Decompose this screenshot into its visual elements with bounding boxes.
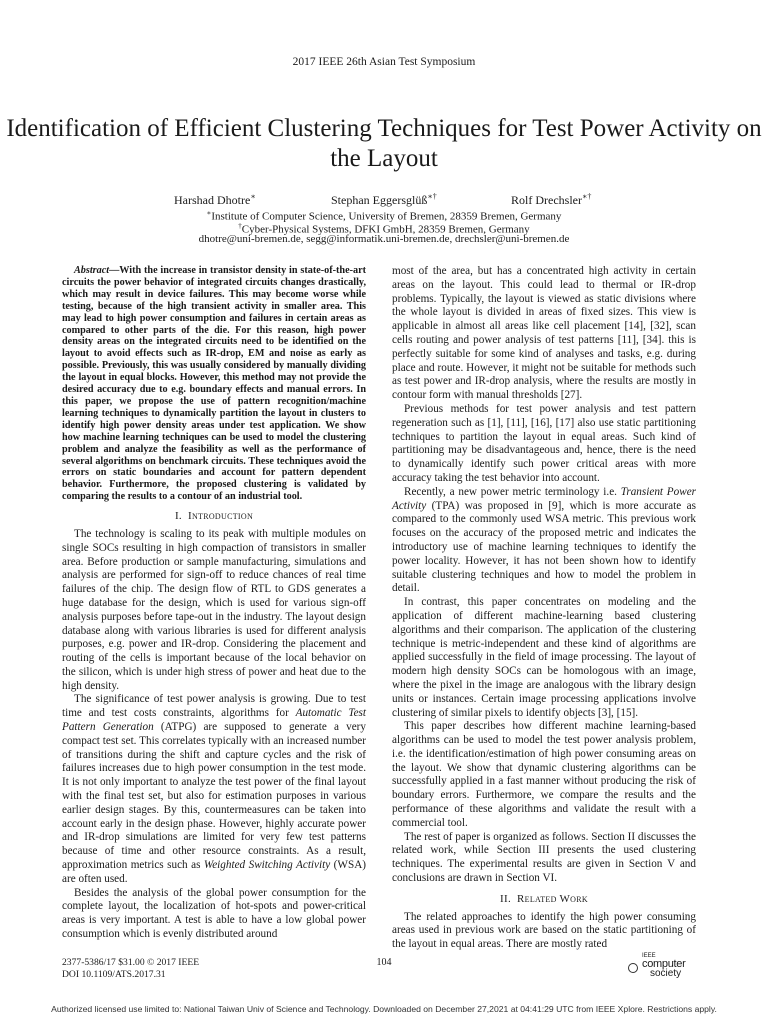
left-column [62,265,366,942]
author: Rolf Drechsler∗† [511,192,592,207]
venue-header: 2017 IEEE 26th Asian Test Symposium [292,56,476,68]
page-number: 104 [376,957,392,968]
affiliation: ∗Institute of Computer Science, University of Bremen, 28359 Bremen, Germany [206,209,562,223]
abstract: Abstract—With the increase in transistor density in state-of-the-art circuits the power behavior of integrated circuits changes drastically, which may result in device failures. This may become worse while testing, because of the high transient activity in smaller area. This may lead to high power consumption and failures in certain areas as compared to other parts of the die. For this reason, high power density areas on the integrated circuits need to be identified on the layout to avoid effects such as IR-drop, EM and noise as early as possible. Previously, this was usually considered by manually dividing the layout in equal blocks. However, this method may not provide the desired accuracy due to e.g. boundary effects and manual errors. In this paper, we propose the use of pattern recognition/machine learning techniques to dynamically partition the layout in clusters to identify high power density areas under test application. We show how machine learning techniques can be used to model the clustering problem and analyze the feasibility as well as the performance of several algorithms on benchmark circuits. These techniques avoid the errors on static boundaries and account for pattern dependent behavior. Furthermore, the proposed clustering is validated by comparing the results to a contour of an industrial tool. [62,265,366,503]
logo-circle-icon [628,963,638,973]
intro-paragraph: Previous methods for test power analysis and test pattern regeneration such as [1], [11], [16], [17] also use static partitioning techniques to partition the layout in equal areas. Such kind of partitioning may be disadvantageous and, hence, there is the need to dynamically identify such power critical areas with more accuracy taking the test behavior into account. [392,402,696,484]
intro-paragraph: The rest of paper is organized as follows. Section II discusses the related work, while Section III presents the used clustering techniques. The experimental results are given in Section V and conclusions are drawn in Section VI. [392,830,696,885]
right-column [392,265,696,952]
author-emails: dhotre@uni-bremen.de, segg@informatik.uni-bremen.de, drechsler@uni-bremen.de [198,233,570,245]
section-heading-related-work: II. Related Work [500,892,588,905]
intro-paragraph: Recently, a new power metric terminology i.e. Transient Power Activity (TPA) was proposed in [9], which is more accurate as compared to the commonly used WSA metric. This previous work focuses on the accuracy of the proposed metric and indicates the introductory use of machine learning techniques to identify the power locality. However, it has not been shown how to identify suitable clustering techniques and how to model the problem in detail. [392,485,697,595]
license-notice: Authorized licensed use limited to: National Taiwan Univ of Science and Technology. Downloaded on December 27,2021 at 04:41:29 UTC from IEEE Xplore. Restrictions apply. [51,1004,717,1014]
intro-paragraph: most of the area, but has a concentrated high activity in certain areas on the layout. This could lead to thermal or IR-drop problems. Typically, the layout is viewed as static divisions where the whole layout is divided in areas of fixed sizes. This view is applicable in almost all areas like cell placement [14], [32], scan cells routing and power analysis of test patterns [11], [34]. this is perfectly suitable for some kind of analyses and tasks, e.g. during place and route. However, it might not be suitable for methods such as test power and IR-drop analysis, where the results are mostly in contour form with manual thresholds [27]. [392,265,696,402]
computer-society-logo: IEEE computer society [628,953,708,979]
intro-paragraph: Besides the analysis of the global power consumption for the complete layout, the localization of hot-spots and power-critical areas is very important. A test is able to have a low global power consumption which is evenly distributed around [62,886,366,941]
related-work-paragraph: The related approaches to identify the high power consuming areas used in previous work are based on the static partitioning of the layout in equal areas. There are mostly rated [392,910,696,951]
affiliation: †Cyber-Physical Systems, DFKI GmbH, 28359 Bremen, Germany [238,222,530,236]
issn-copyright: 2377-5386/17 $31.00 © 2017 IEEE [62,957,200,968]
paper-title: Identification of Efficient Clustering Techniques for Test Power Activity on the Layout [6,115,762,172]
doi: DOI 10.1109/ATS.2017.31 [62,969,166,980]
author-list [0,192,768,208]
intro-paragraph: The significance of test power analysis is growing. Due to test time and test costs constraints, algorithms for Automatic Test Pattern Generation (ATPG) are supposed to generate a very compact test set. This correlates typically with an increased number of transitions during the shift and capture cycles and the risk of failures increases due to high power consumption in the test mode. It is not only important to analyze the test power of the final layout with the final test set, but also for estimation purposes in various earlier design stages. By this, countermeasures can be taken into account early in the design phase. However, highly accurate power and IR-drop simulations are limited for very few test patterns because of time and other resource constraints. As a result, approximation metrics such as Weighted Switching Activity (WSA) are often used. [62,693,367,885]
intro-paragraph: In contrast, this paper concentrates on modeling and the application of different machine-learning based clustering algorithms and their comparison. The application of the clustering technique is metric-independent and these kind of algorithms are applied successfully in the field of image processing. The layout of modern high density SOCs can be homologous with an image, where the pixel in the image are analogous with the library design units or instances. Certain image processing applications involve clustering of similar pixels to identify objects [3], [15]. [392,596,696,719]
author: Harshad Dhotre∗ [174,192,256,207]
author: Stephan Eggersglüß∗† [331,192,437,207]
section-heading-introduction: I. Introduction [174,510,254,523]
intro-paragraph: The technology is scaling to its peak with multiple modules on single SOCs resulting in high compaction of transistors in smaller area. Before production or sample manufacturing, simulations and analysis are performed for sign-off to reduce chances of real time failures of the chip. The design flow of RTL to GDS generates a huge database for the design, which is used for various sign-off analysis purposes before tape-out in the industry. The layout design database along with various libraries is used for different analysis purposes, e.g. power and IR-drop. Considering the placement and routing of the cells is important because of the local behavior on the silicon, which is under high stress of power and heat due to the high density. [62,527,366,692]
intro-paragraph: This paper describes how different machine learning-based algorithms can be used to model the test power analysis problem, i.e. the identification/estimation of high power consuming areas on the layout. We show that dynamic clustering algorithms can be successfully applied in a fast manner without producing the risk of boundary errors. Furthermore, we compare the results and the performance of these algorithms and validate the result with a commercial tool. [392,720,696,829]
